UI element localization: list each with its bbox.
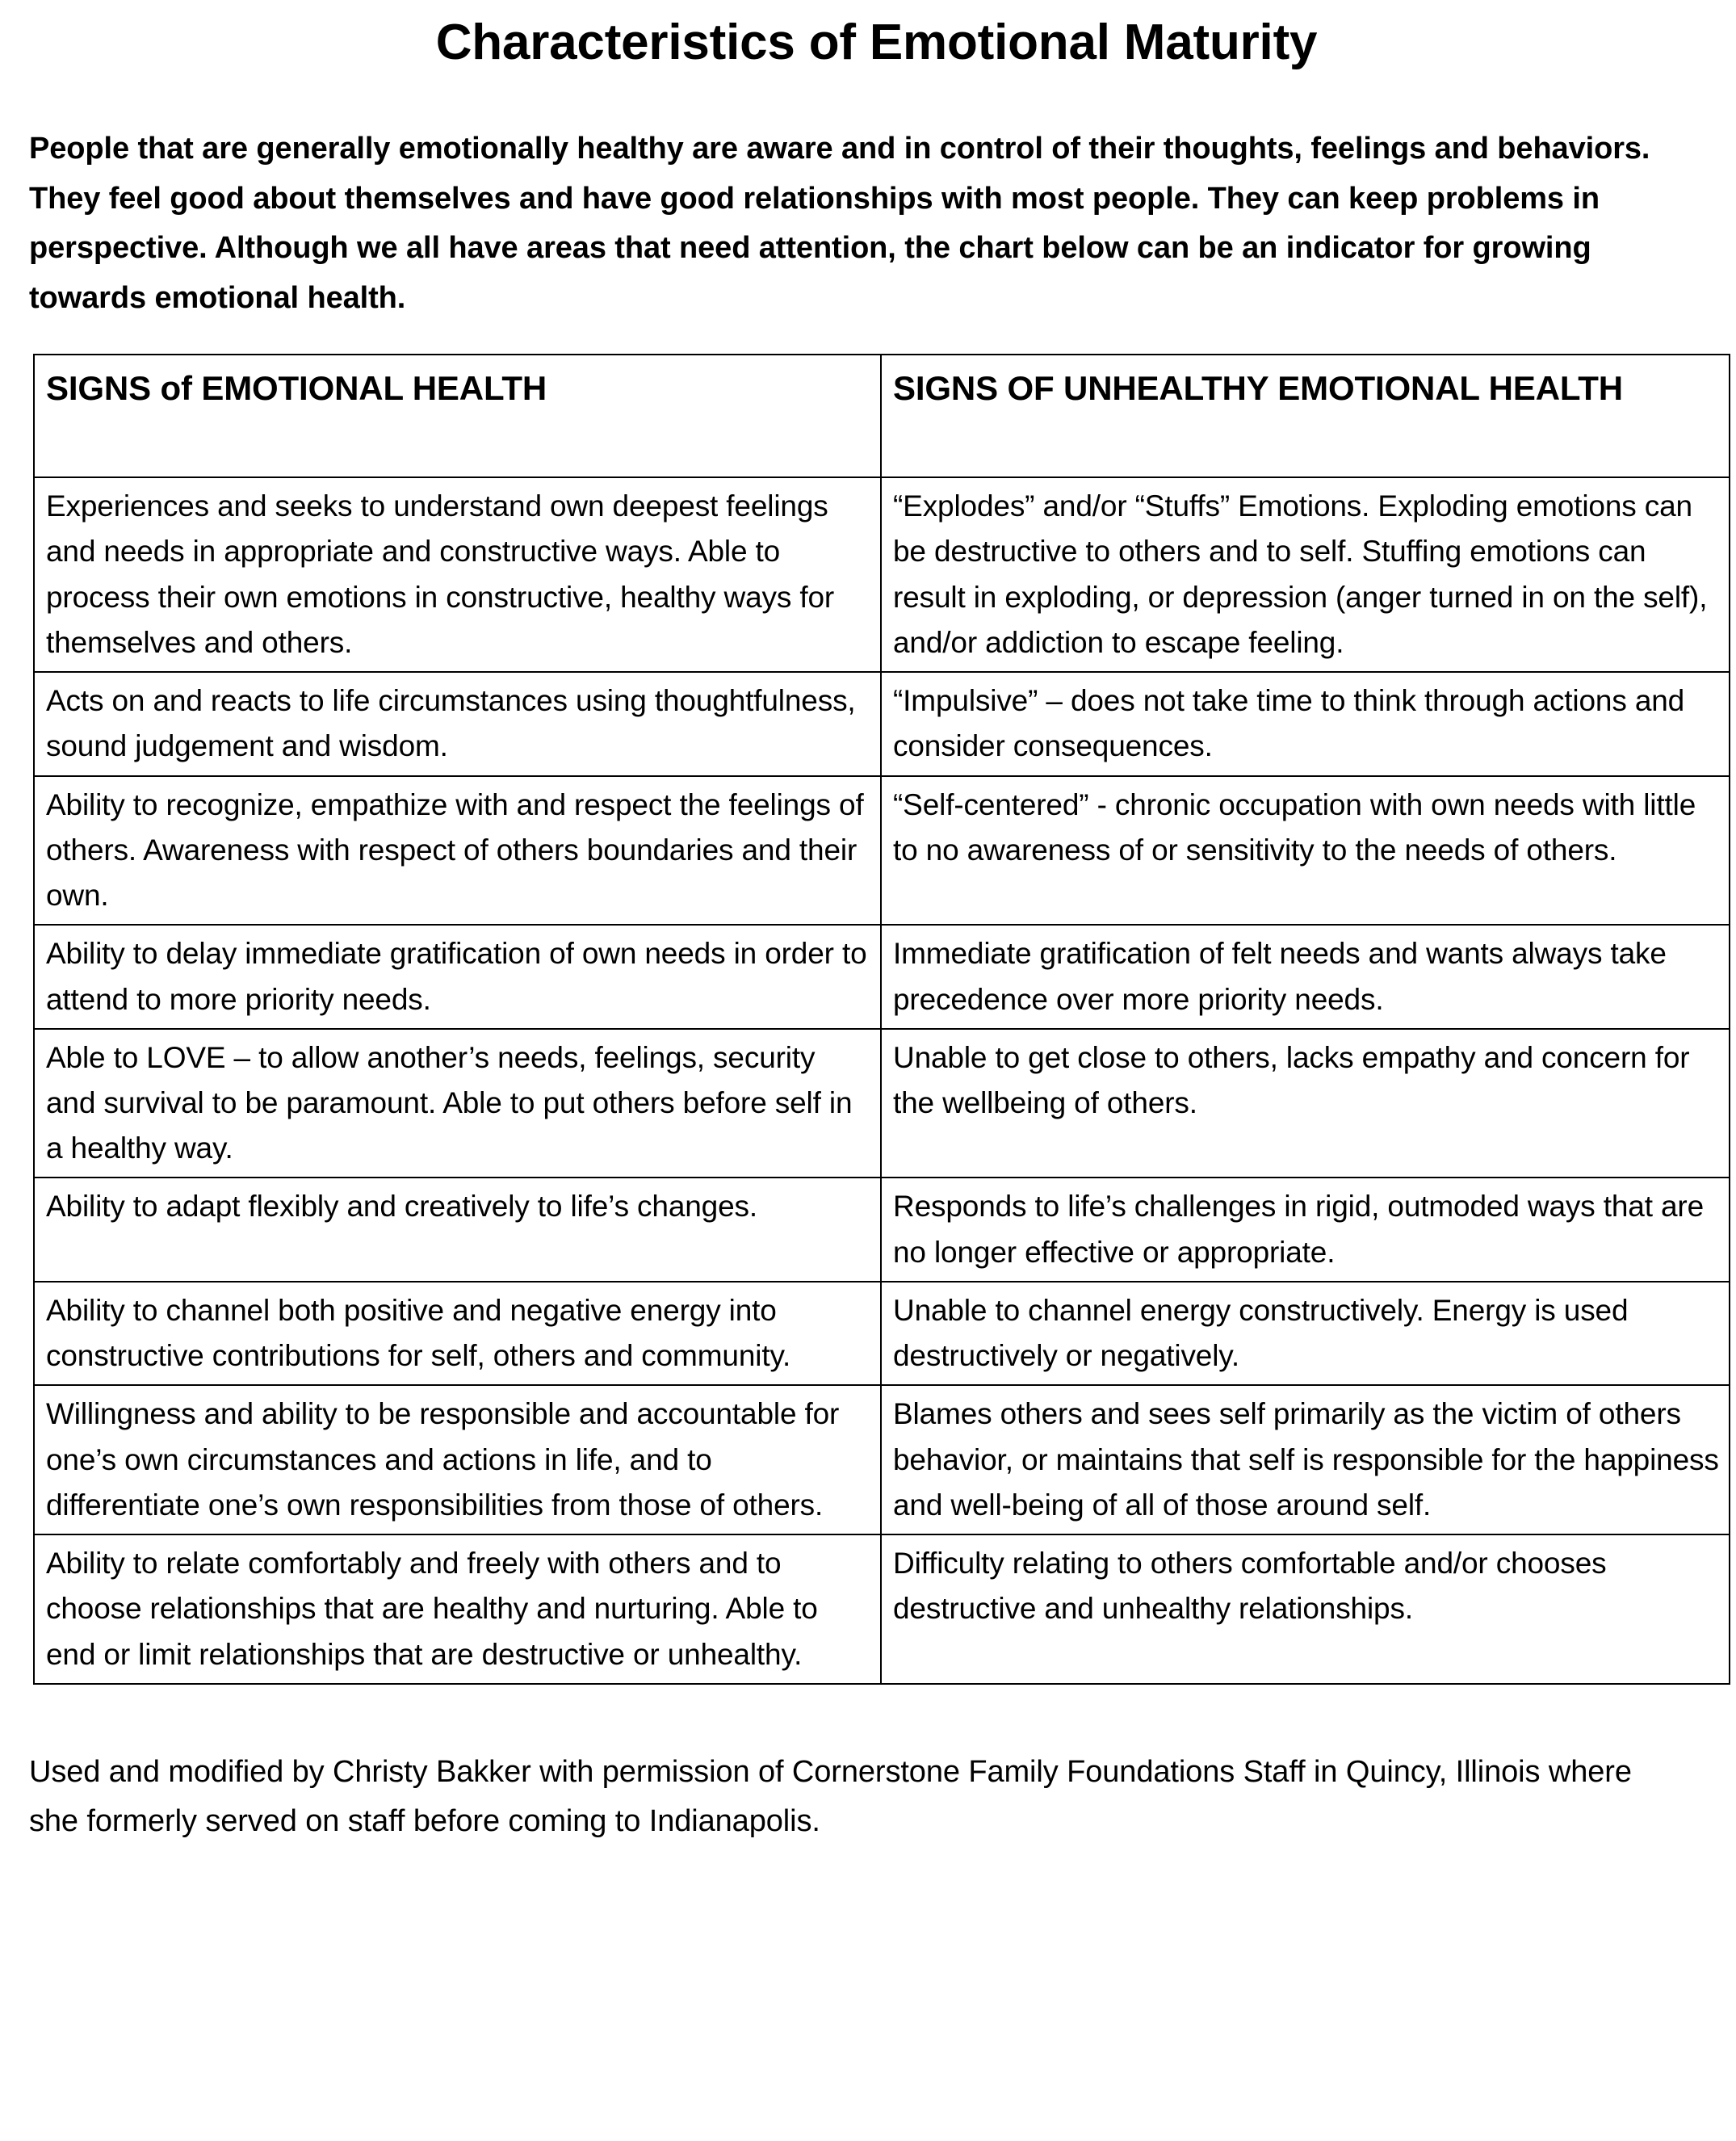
- page-title: Characteristics of Emotional Maturity: [435, 15, 1318, 70]
- cell-healthy: Acts on and reacts to life circumstances using thoughtfulness, sound judgement and wisdom.: [34, 672, 881, 775]
- cell-healthy: Ability to channel both positive and negative energy into constructive contributions for self, others and community.: [34, 1282, 881, 1385]
- cell-healthy: Willingness and ability to be responsible and accountable for one’s own circumstances and actions in life, and to differentiate one’s own responsibilities from those of others.: [34, 1385, 881, 1534]
- cell-healthy: Able to LOVE – to allow another’s needs, feelings, security and survival to be paramount. Able to put others before self in a healthy way.: [34, 1029, 881, 1178]
- cell-unhealthy: Immediate gratification of felt needs and wants always take precedence over more priority needs.: [881, 925, 1730, 1028]
- table-row: [34, 776, 1730, 926]
- cell-unhealthy: Unable to get close to others, lacks empathy and concern for the wellbeing of others.: [881, 1029, 1730, 1178]
- attribution-footer: Used and modified by Christy Bakker with permission of Cornerstone Family Foundations Staff in Quincy, Illinois where she formerly served on staff before coming to Indianapolis.: [29, 1754, 1632, 1839]
- table-row: [34, 672, 1730, 775]
- table-row: [34, 1385, 1730, 1534]
- cell-healthy: Ability to recognize, empathize with and respect the feelings of others. Awareness with respect of others boundaries and their own.: [34, 776, 881, 926]
- column-header-unhealthy: SIGNS OF UNHEALTHY EMOTIONAL HEALTH: [881, 355, 1730, 477]
- cell-unhealthy: Unable to channel energy constructively. Energy is used destructively or negatively.: [881, 1282, 1730, 1385]
- cell-healthy: Ability to relate comfortably and freely with others and to choose relationships that are healthy and nurturing. Able to end or limit relationships that are destructive or unhealthy.: [34, 1534, 881, 1684]
- cell-healthy: Ability to adapt flexibly and creatively to life’s changes.: [34, 1178, 881, 1281]
- cell-unhealthy: “Self-centered” - chronic occupation with own needs with little to no awareness of or sensitivity to the needs of others.: [881, 776, 1730, 926]
- cell-unhealthy: Difficulty relating to others comfortable and/or chooses destructive and unhealthy relationships.: [881, 1534, 1730, 1684]
- cell-unhealthy: Blames others and sees self primarily as the victim of others behavior, or maintains that self is responsible for the happiness and well-being of all of those around self.: [881, 1385, 1730, 1534]
- cell-unhealthy: “Impulsive” – does not take time to think through actions and consider consequences.: [881, 672, 1730, 775]
- table-row: [34, 1029, 1730, 1178]
- intro-paragraph: People that are generally emotionally healthy are aware and in control of their thoughts, feelings and behaviors. They feel good about themselves and have good relationships with most people. They can keep problems in perspective. Although we all have areas that need attention, the chart below can be an indicator for growing towards emotional health.: [29, 132, 1650, 315]
- table-row: [34, 925, 1730, 1028]
- cell-healthy: Ability to delay immediate gratification of own needs in order to attend to more priority needs.: [34, 925, 881, 1028]
- table-row: [34, 1178, 1730, 1281]
- table-header-row: [34, 355, 1730, 477]
- document-page: [0, 6, 1736, 2141]
- table-row: [34, 1282, 1730, 1385]
- emotional-health-table: [33, 354, 1730, 1685]
- cell-unhealthy: Responds to life’s challenges in rigid, outmoded ways that are no longer effective or appropriate.: [881, 1178, 1730, 1281]
- table-row: [34, 477, 1730, 672]
- cell-healthy: Experiences and seeks to understand own deepest feelings and needs in appropriate and constructive ways. Able to process their own emotions in constructive, healthy ways for themselves and others.: [34, 477, 881, 672]
- table-row: [34, 1534, 1730, 1684]
- cell-unhealthy: “Explodes” and/or “Stuffs” Emotions. Exploding emotions can be destructive to others and to self. Stuffing emotions can result in exploding, or depression (anger turned in on the self), and/or addiction to escape feeling.: [881, 477, 1730, 672]
- column-header-healthy: SIGNS of EMOTIONAL HEALTH: [34, 355, 881, 477]
